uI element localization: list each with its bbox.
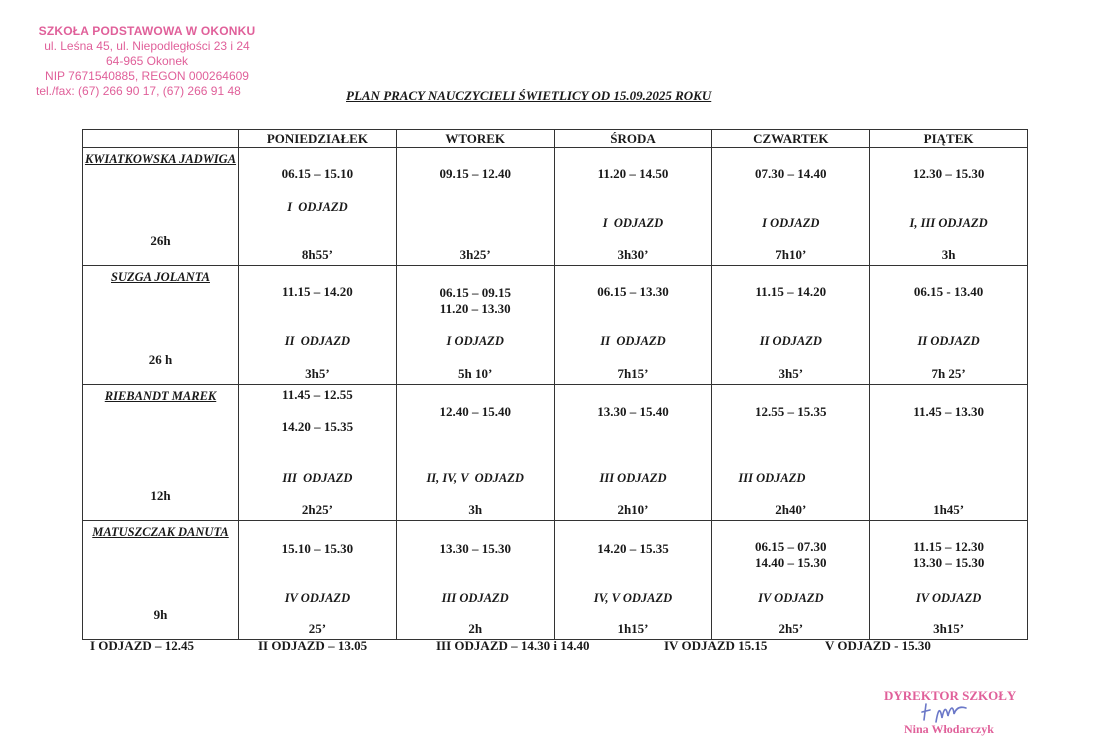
stamp-line: NIP 7671540885, REGON 000264609 xyxy=(45,69,249,83)
time-range: 12.30 – 15.30 xyxy=(912,166,985,181)
day-cell xyxy=(712,385,870,521)
time-range: 06.15 – 13.30 xyxy=(597,284,669,299)
time-range: 12.40 – 15.40 xyxy=(439,404,511,419)
day-cell xyxy=(396,148,554,266)
teacher-cell xyxy=(83,385,239,521)
odjazd-label: III ODJAZD xyxy=(441,591,509,605)
odjazd-label: III ODJAZD xyxy=(282,471,353,485)
teacher-row xyxy=(83,385,1028,521)
time-range: 13.30 – 15.30 xyxy=(439,541,511,556)
teacher-cell xyxy=(83,148,239,266)
daily-hours: 2h10’ xyxy=(617,502,649,517)
day-cell xyxy=(396,385,554,521)
stamp-line: SZKOŁA PODSTAWOWA W OKONKU xyxy=(38,24,256,38)
odjazd-label: II, IV, V ODJAZD xyxy=(426,471,524,485)
daily-hours: 1h15’ xyxy=(617,621,649,636)
time-range: 11.45 – 12.55 14.20 – 15.35 xyxy=(281,387,354,434)
odjazd-label: IV ODJAZD xyxy=(915,591,982,605)
day-cell xyxy=(870,385,1028,521)
day-header: PIĄTEK xyxy=(870,130,1028,148)
daily-hours: 5h 10’ xyxy=(458,366,493,381)
teacher-name: RIEBANDT MAREK xyxy=(104,389,217,403)
corner-cell xyxy=(83,130,239,148)
day-cell xyxy=(239,385,397,521)
stamp-line: ul. Leśna 45, ul. Niepodległości 23 i 24 xyxy=(44,39,250,53)
day-cell xyxy=(239,148,397,266)
day-header: WTOREK xyxy=(396,130,554,148)
time-range: 12.55 – 15.35 xyxy=(755,404,827,419)
legend-item: IV ODJAZD 15.15 xyxy=(664,638,768,653)
time-range: 14.20 – 15.35 xyxy=(597,541,669,556)
stamp-line: tel./fax: (67) 266 90 17, (67) 266 91 48 xyxy=(36,84,241,98)
teacher-total-hours: 26 h xyxy=(148,352,173,367)
day-cell xyxy=(554,385,712,521)
time-range: 11.20 – 14.50 xyxy=(597,166,669,181)
schedule-table xyxy=(82,129,1028,640)
odjazd-label: I ODJAZD xyxy=(762,216,820,230)
daily-hours: 3h5’ xyxy=(305,366,330,381)
day-cell xyxy=(554,148,712,266)
day-cell xyxy=(239,521,397,640)
director-title: DYREKTOR SZKOŁY xyxy=(884,688,1017,703)
teacher-name: MATUSZCZAK DANUTA xyxy=(92,525,229,539)
daily-hours: 8h55’ xyxy=(301,247,333,262)
teacher-total-hours: 26h xyxy=(150,233,171,248)
teacher-row xyxy=(83,521,1028,640)
daily-hours: 1h45’ xyxy=(933,502,965,517)
day-cell xyxy=(870,521,1028,640)
day-cell xyxy=(712,521,870,640)
daily-hours: 7h 25’ xyxy=(931,366,966,381)
teacher-total-hours: 9h xyxy=(153,607,168,622)
legend-item: V ODJAZD - 15.30 xyxy=(825,638,931,653)
odjazd-label: IV, V ODJAZD xyxy=(593,591,673,605)
legend-item: I ODJAZD – 12.45 xyxy=(90,638,195,653)
daily-hours: 2h40’ xyxy=(775,502,807,517)
time-range: 13.30 – 15.40 xyxy=(597,404,669,419)
time-range: 06.15 – 09.15 11.20 – 13.30 xyxy=(439,285,511,316)
time-range: 06.15 - 13.40 xyxy=(913,284,984,299)
day-cell xyxy=(396,521,554,640)
teacher-row xyxy=(83,266,1028,385)
teacher-row xyxy=(83,148,1028,266)
day-header: ŚRODA xyxy=(554,130,712,148)
odjazd-label: II ODJAZD xyxy=(600,334,666,348)
daily-hours: 25’ xyxy=(308,621,327,636)
daily-hours: 3h25’ xyxy=(459,247,491,262)
daily-hours: 2h5’ xyxy=(778,621,804,636)
time-range: 11.15 – 12.30 13.30 – 15.30 xyxy=(912,539,985,570)
odjazd-label: I, III ODJAZD xyxy=(909,216,988,230)
daily-hours: 3h5’ xyxy=(778,366,804,381)
day-cell xyxy=(554,521,712,640)
teacher-cell xyxy=(83,266,239,385)
time-range: 06.15 – 07.30 14.40 – 15.30 xyxy=(755,539,827,570)
daily-hours: 3h15’ xyxy=(933,621,965,636)
day-cell xyxy=(239,266,397,385)
director-name: Nina Włodarczyk xyxy=(904,722,994,736)
time-range: 06.15 – 15.10 xyxy=(281,166,354,181)
legend-item: III ODJAZD – 14.30 i 14.40 xyxy=(436,638,590,653)
day-cell xyxy=(870,266,1028,385)
daily-hours: 7h15’ xyxy=(617,366,649,381)
teacher-total-hours: 12h xyxy=(150,488,171,503)
daily-hours: 2h xyxy=(468,621,483,636)
time-range: 07.30 – 14.40 xyxy=(755,166,827,181)
teacher-name: SUZGA JOLANTA xyxy=(111,270,210,284)
daily-hours: 3h xyxy=(468,502,483,517)
day-cell xyxy=(396,266,554,385)
odjazd-label: III ODJAZD xyxy=(738,471,806,485)
day-cell xyxy=(712,266,870,385)
header-row xyxy=(83,130,1028,148)
odjazd-label: II ODJAZD xyxy=(917,334,980,348)
day-cell xyxy=(870,148,1028,266)
teacher-cell xyxy=(83,521,239,640)
day-header: CZWARTEK xyxy=(712,130,870,148)
time-range: 11.15 – 14.20 xyxy=(755,284,827,299)
odjazd-label: IV ODJAZD xyxy=(284,591,351,605)
daily-hours: 3h xyxy=(941,247,956,262)
day-header: PONIEDZIAŁEK xyxy=(239,130,397,148)
day-cell xyxy=(554,266,712,385)
time-range: 11.15 – 14.20 xyxy=(282,284,353,299)
odjazd-label: I ODJAZD xyxy=(446,334,504,348)
odjazd-label: I ODJAZD xyxy=(602,216,664,230)
school-stamp xyxy=(36,24,258,99)
day-cell xyxy=(712,148,870,266)
document-title: PLAN PRACY NAUCZYCIELI ŚWIETLICY OD 15.09.2025 ROKU xyxy=(346,88,712,103)
time-range: 09.15 – 12.40 xyxy=(439,166,511,181)
time-range: 11.45 – 13.30 xyxy=(913,404,984,419)
odjazd-label: III ODJAZD xyxy=(599,471,667,485)
daily-hours: 2h25’ xyxy=(301,502,333,517)
odjazd-label: II ODJAZD xyxy=(759,334,822,348)
teacher-name: KWIATKOWSKA JADWIGA xyxy=(84,152,237,166)
odjazd-label: IV ODJAZD xyxy=(758,591,824,605)
time-range: 15.10 – 15.30 xyxy=(281,541,354,556)
legend-item: II ODJAZD – 13.05 xyxy=(258,638,368,653)
stamp-line: 64-965 Okonek xyxy=(105,54,189,68)
odjazd-label: I ODJAZD xyxy=(287,200,348,214)
odjazd-label: II ODJAZD xyxy=(284,334,351,348)
daily-hours: 7h10’ xyxy=(775,247,807,262)
daily-hours: 3h30’ xyxy=(617,247,649,262)
